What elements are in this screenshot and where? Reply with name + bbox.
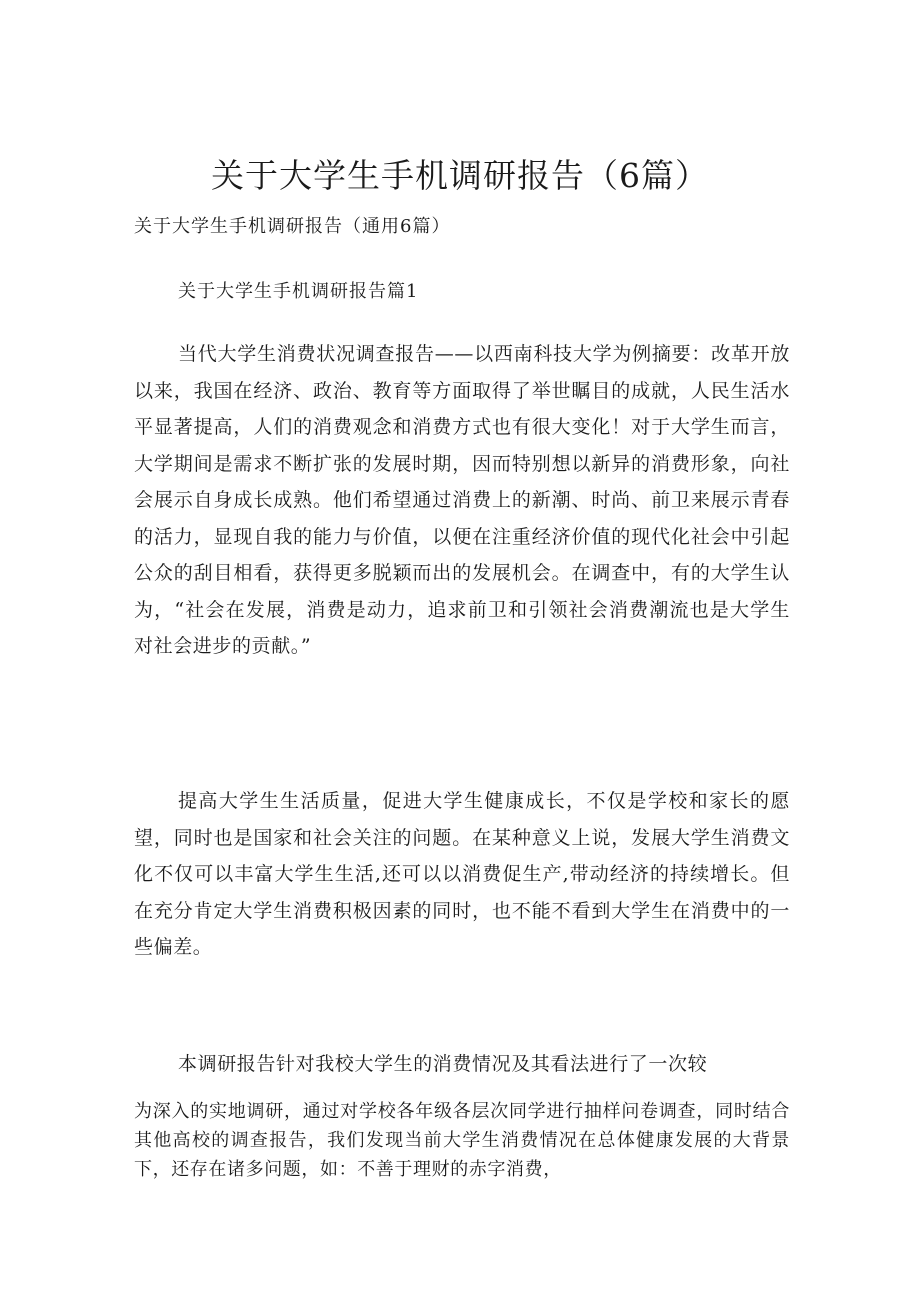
document-subtitle: 关于大学生手机调研报告（通用6篇）	[134, 216, 451, 237]
document-title: 关于大学生手机调研报告（6篇）	[211, 156, 709, 195]
paragraph-2: 提高大学生生活质量，促进大学生健康成长，不仅是学校和家长的愿望，同时也是国家和社会关注的问题。在某种意义上说，发展大学生消费文化不仅可以丰富大学生生活,还可以以消费促生产,带动经济的持续增长。但在充分肯定大学生消费积极因素的同时，也不能不看到大学生在消费中的一些偏差。	[134, 790, 790, 958]
section-heading: 关于大学生手机调研报告篇1	[178, 281, 419, 302]
paragraph-3-lead: 本调研报告针对我校大学生的消费情况及其看法进行了一次较	[178, 1053, 708, 1075]
paragraph-1: 当代大学生消费状况调查报告——以西南科技大学为例摘要：改革开放以来，我国在经济、政治、教育等方面取得了举世瞩目的成就，人民生活水平显著提高，人们的消费观念和消费方式也有很大变化！对于大学生而言，大学期间是需求不断扩张的发展时期，因而特别想以新异的消费形象，向社会展示自身成长成熟。他们希望通过消费上的新潮、时尚、前卫来展示青春的活力，显现自我的能力与价值，以便在注重经济价值的现代化社会中引起公众的刮目相看，获得更多脱颖而出的发展机会。在调查中，有的大学生认为，“社会在发展，消费是动力，追求前卫和引领社会消费潮流也是大学生对社会进步的贡献。”	[134, 343, 790, 657]
paragraph-3-rest: 为深入的实地调研，通过对学校各年级各层次同学进行抽样问卷调查，同时结合其他高校的调查报告，我们发现当前大学生消费情况在总体健康发展的大背景下，还存在诸多问题，如：不善于理财的赤字消费，	[134, 1101, 790, 1180]
